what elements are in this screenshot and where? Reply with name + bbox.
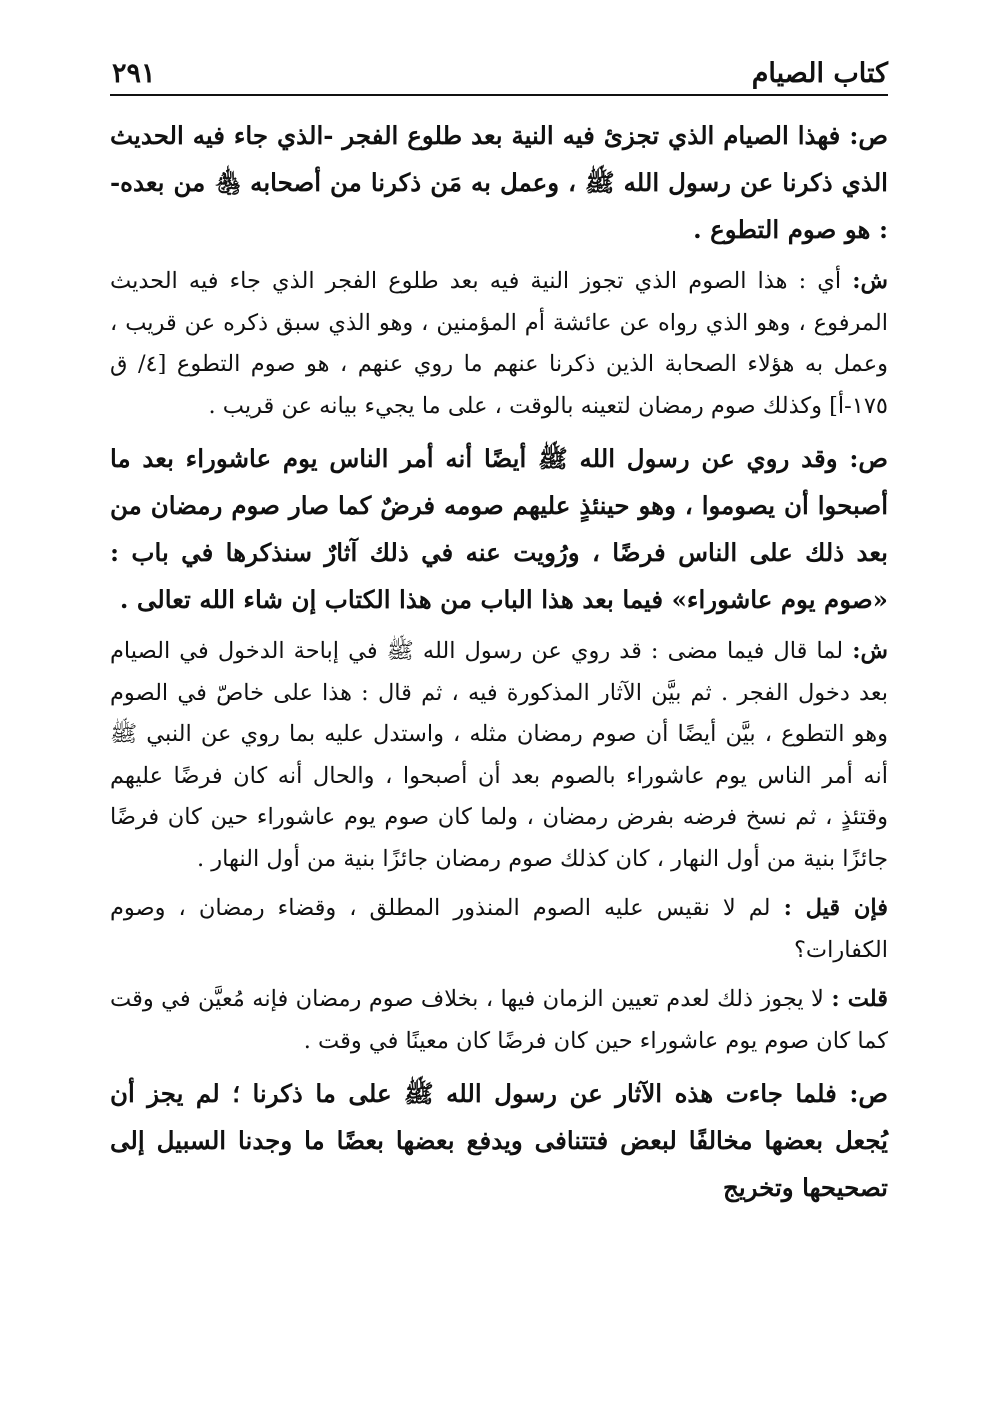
- paragraph-matn-3: [110, 1070, 888, 1211]
- paragraph-text: لا يجوز ذلك لعدم تعيين الزمان فيها ، بخلاف صوم رمضان فإنه مُعيَّن في وقت كما كان صوم يوم عاشوراء حين كان فرضًا كان معينًا في وقت .: [110, 986, 888, 1054]
- page-body: [110, 96, 888, 1211]
- paragraph-text: لما قال فيما مضى : قد روي عن رسول الله ﷺ في إباحة الدخول في الصيام بعد دخول الفجر . ثم بيَّن الآثار المذكورة فيه ، ثم قال : هذا على خاصّ في الصوم وهو التطوع ، بيَّن أيضًا أن صوم رمضان مثله ، واستدل عليه بما روي عن النبي ﷺ أنه أمر الناس يوم عاشوراء بالصوم بعد أن أصبحوا ، والحال أنه كان فرضًا عليهم وقتئذٍ ، ثم نسخ فرضه بفرض رمضان ، ولما كان صوم يوم عاشوراء حين كان فرضًا جائزًا بنية من أول النهار ، كان كذلك صوم رمضان جائزًا بنية من أول النهار .: [110, 638, 888, 872]
- book-title: كتاب الصيام: [751, 58, 888, 89]
- paragraph-sharh-2: [110, 631, 888, 880]
- paragraph-text: فلما جاءت هذه الآثار عن رسول الله ﷺ على ما ذكرنا ؛ لم يجز أن يُجعل بعضها مخالفًا لبعض فتتنافى ويدفع بعضها بعضًا ما وجدنا السبيل إلى تصحيحها وتخريج: [110, 1079, 888, 1202]
- paragraph-lead: ص:: [849, 1079, 888, 1108]
- page-number: ٢٩١: [112, 58, 156, 89]
- paragraph-sharh-1: [110, 261, 888, 427]
- page-header: [110, 52, 888, 96]
- paragraph-lead: فإن قيل :: [783, 895, 889, 921]
- paragraph-reply: [110, 979, 888, 1062]
- paragraph-lead: قلت :: [831, 986, 889, 1012]
- paragraph-lead: ص:: [849, 444, 888, 473]
- paragraph-objection: [110, 888, 888, 971]
- paragraph-text: وقد روي عن رسول الله ﷺ أيضًا أنه أمر الناس يوم عاشوراء بعد ما أصبحوا أن يصوموا ، وهو حينئذٍ عليهم صومه فرضٌ كما صار صوم رمضان من بعد ذلك على الناس فرضًا ، ورُويت عنه في ذلك آثارٌ سنذكرها في باب : «صوم يوم عاشوراء» فيما بعد هذا الباب من هذا الكتاب إن شاء الله تعالى .: [110, 444, 888, 614]
- book-page: [110, 52, 888, 1402]
- paragraph-lead: ص:: [849, 121, 888, 150]
- paragraph-matn-2: [110, 435, 888, 623]
- paragraph-lead: ش:: [852, 268, 889, 294]
- paragraph-lead: ش:: [852, 638, 888, 664]
- paragraph-text: لم لا نقيس عليه الصوم المنذور المطلق ، وقضاء رمضان ، وصوم الكفارات؟: [110, 895, 888, 963]
- paragraph-text: أي : هذا الصوم الذي تجوز النية فيه بعد طلوع الفجر الذي جاء فيه الحديث المرفوع ، وهو الذي رواه عن عائشة أم المؤمنين ، وهو الذي سبق ذكره عن قريب ، وعمل به هؤلاء الصحابة الذين ذكرنا عنهم ما روي عنهم ، هو صوم التطوع [٤/ ق ١٧٥-أ] وكذلك صوم رمضان لتعينه بالوقت ، على ما يجيء بيانه عن قريب .: [110, 268, 888, 419]
- paragraph-matn-1: [110, 112, 888, 253]
- paragraph-text: فهذا الصيام الذي تجزئ فيه النية بعد طلوع الفجر -الذي جاء فيه الحديث الذي ذكرنا عن رسول الله ﷺ ، وعمل به مَن ذكرنا من أصحابه ﵃ من بعده- : هو صوم التطوع .: [110, 121, 888, 244]
